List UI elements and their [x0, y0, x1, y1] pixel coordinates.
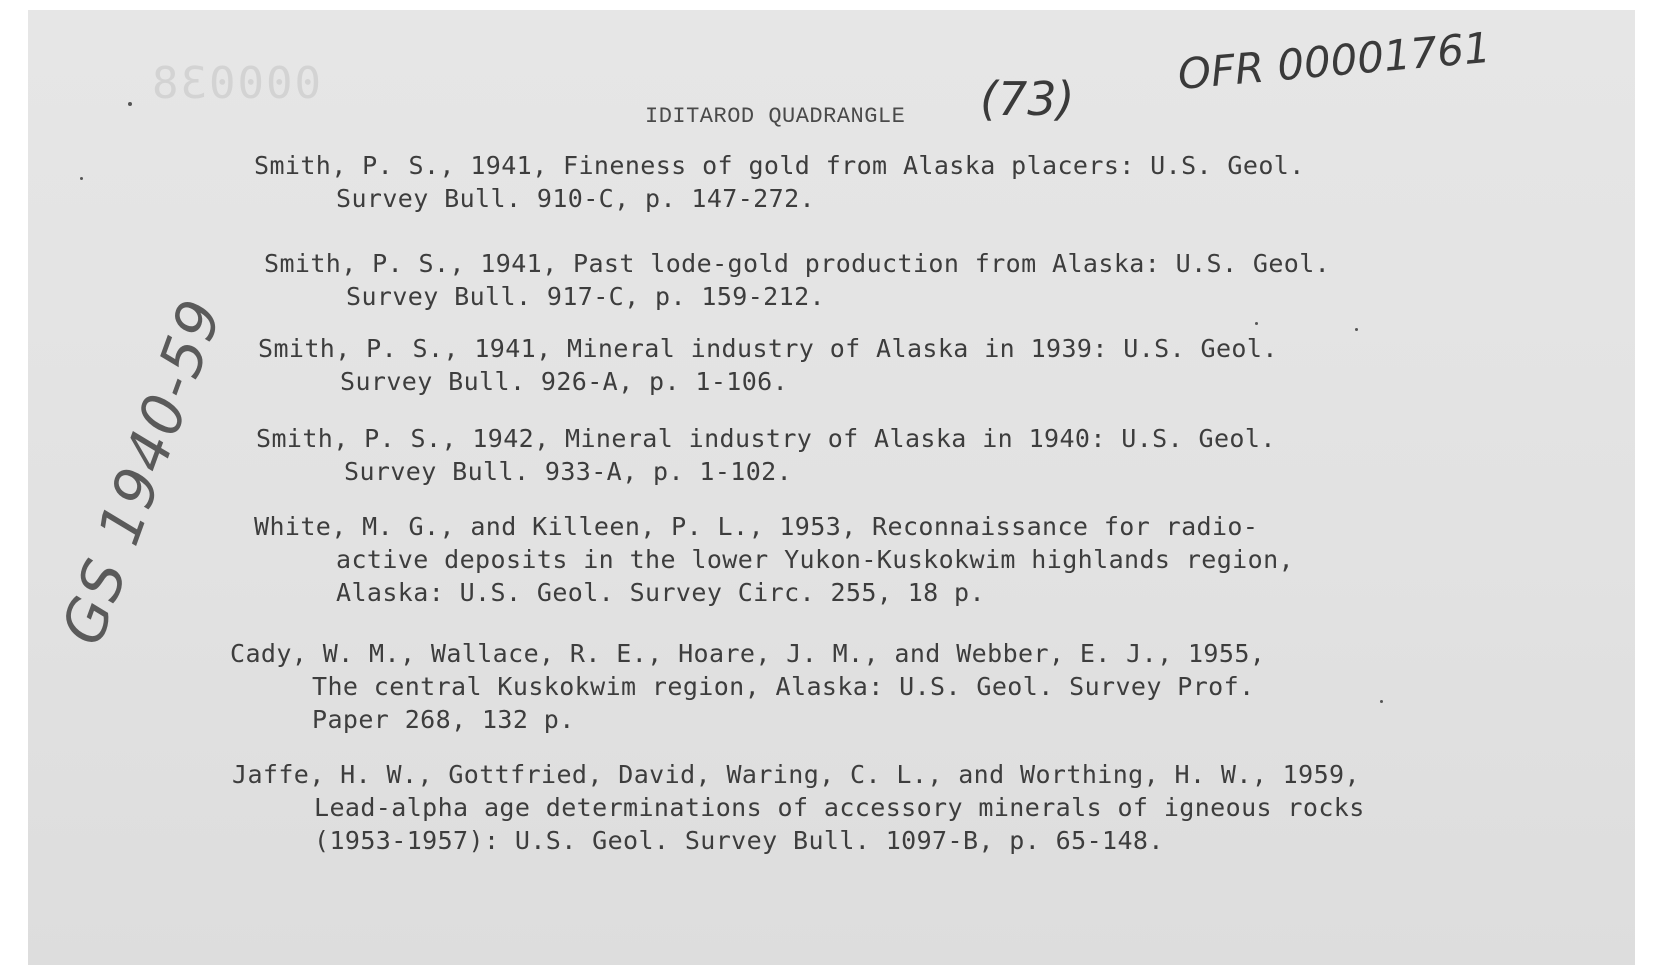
paper-speck	[1355, 328, 1358, 331]
handwritten-ofr-number: OFR 00001761	[1175, 22, 1493, 99]
reference-line: Smith, P. S., 1942, Mineral industry of Alaska in 1940: U.S. Geol.	[256, 424, 1276, 453]
reference-entry	[254, 149, 1305, 215]
paper-speck	[128, 102, 132, 106]
reference-line: Smith, P. S., 1941, Fineness of gold from Alaska placers: U.S. Geol.	[254, 151, 1305, 180]
reference-line: Survey Bull. 933-A, p. 1-102.	[344, 457, 793, 486]
reference-line: Survey Bull. 926-A, p. 1-106.	[340, 367, 789, 396]
paper-speck	[1255, 322, 1258, 325]
reference-entry	[256, 422, 1276, 488]
paper-speck	[1380, 700, 1383, 703]
reference-line: Survey Bull. 917-C, p. 159-212.	[346, 282, 825, 311]
faint-stamp-number: 000038	[150, 58, 321, 109]
reference-line: Smith, P. S., 1941, Mineral industry of Alaska in 1939: U.S. Geol.	[258, 334, 1278, 363]
reference-entry	[258, 332, 1278, 398]
reference-entry	[254, 510, 1294, 609]
reference-entry	[232, 758, 1365, 857]
reference-line: Jaffe, H. W., Gottfried, David, Waring, C. L., and Worthing, H. W., 1959,	[232, 760, 1360, 789]
card-heading: IDITAROD QUADRANGLE	[645, 104, 906, 129]
handwritten-number: (73)	[980, 72, 1075, 126]
reference-entry	[264, 247, 1330, 313]
index-card	[28, 10, 1635, 965]
reference-line: active deposits in the lower Yukon-Kuskokwim highlands region,	[336, 545, 1294, 574]
reference-line: Smith, P. S., 1941, Past lode-gold production from Alaska: U.S. Geol.	[264, 249, 1331, 278]
handwritten-margin-note: GS 1940-59	[48, 289, 236, 654]
reference-line: White, M. G., and Killeen, P. L., 1953, Reconnaissance for radio-	[254, 512, 1259, 541]
paper-speck	[80, 177, 83, 180]
reference-line: Paper 268, 132 p.	[312, 705, 575, 734]
reference-line: Lead-alpha age determinations of accessory minerals of igneous rocks	[314, 793, 1365, 822]
reference-line: Alaska: U.S. Geol. Survey Circ. 255, 18 p.	[336, 578, 985, 607]
reference-line: Cady, W. M., Wallace, R. E., Hoare, J. M., and Webber, E. J., 1955,	[230, 639, 1266, 668]
reference-line: (1953-1957): U.S. Geol. Survey Bull. 1097-B, p. 65-148.	[314, 826, 1164, 855]
reference-line: The central Kuskokwim region, Alaska: U.S. Geol. Survey Prof.	[312, 672, 1255, 701]
reference-entry	[230, 637, 1265, 736]
reference-line: Survey Bull. 910-C, p. 147-272.	[336, 184, 815, 213]
